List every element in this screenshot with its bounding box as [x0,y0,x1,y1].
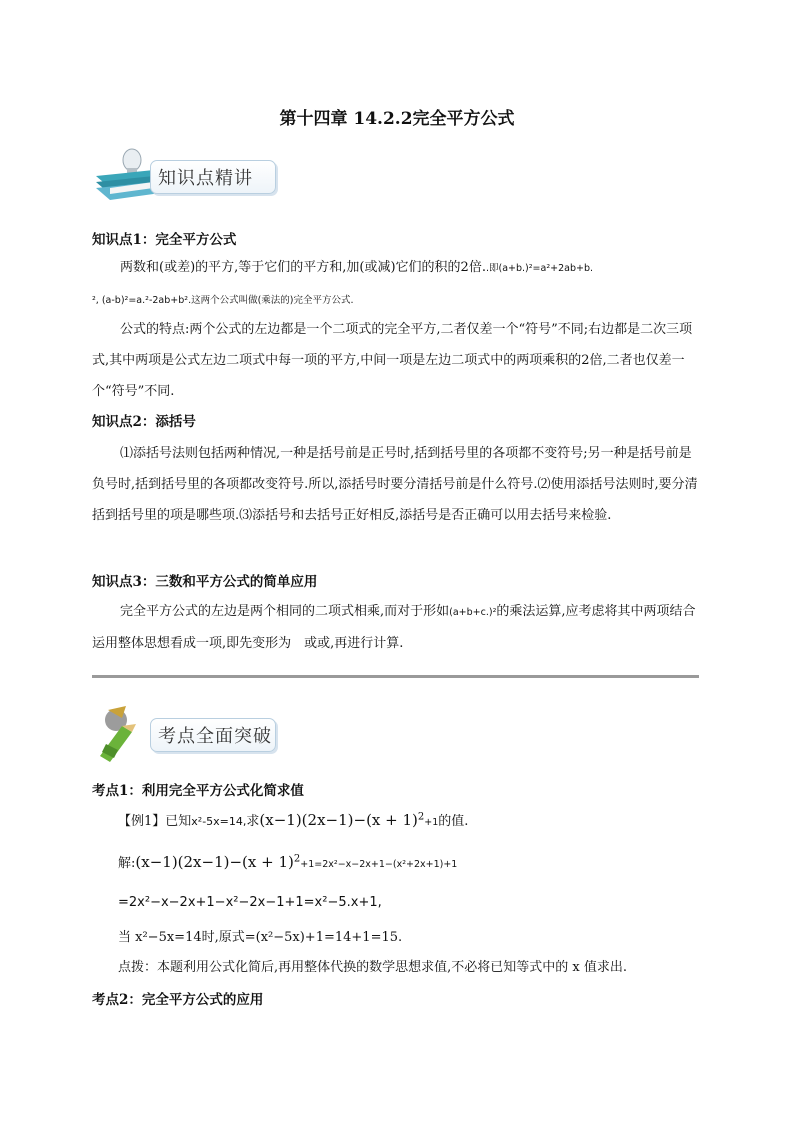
section-banner-exam [92,704,292,764]
banner-label: 知识点精讲 [158,168,253,189]
solution-label: 解: [118,856,136,871]
kp3-formula: (a+b+c.)² [449,607,497,618]
solution-line-2: =2x²−x−2x+1−x²−2x−1+1=x²−5.x+1, [118,895,382,910]
kp2-heading: 知识点2：添括号 [92,414,196,430]
formula-1: .即(a+b.)²=a²+2ab+b. [485,263,593,274]
page-title: 第十四章 14.2.2完全平方公式 [279,109,515,129]
solution-expression: (x−1)(2x−1)−(x + 1) [135,853,294,871]
ask-end: 的值. [438,814,469,829]
solution-expansion: +1=2x²−x−2x+1−(x²+2x+1)+1 [300,859,458,870]
kp2-paragraph: ⑴添括号法则包括两种情况,一种是括号前是正号时,括到括号里的各项都不变符号;另一种是括号前是负号时,括到括号里的各项都改变符号.所以,添括号时要分清括号前是什么符号.⑵使用添括号法则时,要分清括到括号里的项是哪些项.⑶添括号和去括号正好相反,添括号是否正确可以用去括号来检验. [92,446,698,523]
solution-tip: 点拨：本题利用公式化简后,再用整体代换的数学思想求值,不必将已知等式中的 x 值求出. [118,960,627,975]
example-1-question [118,810,468,829]
banner-label: 考点全面突破 [158,726,272,747]
ex1-heading: 考点1：利用完全平方公式化简求值 [92,783,304,799]
example-label: 【例1】已知 [118,814,192,829]
formula-2: ², (a-b)²=a.²-2ab+b².这两个公式叫做(乘法的)完全平方公式. [92,295,354,306]
kp3-text-a: 完全平方公式的左边是两个相同的二项式相乘,而对于形如 [120,604,450,619]
ex2-heading: 考点2：完全平方公式的应用 [92,992,264,1008]
kp1-text: 两数和(或差)的平方,等于它们的平方和,加(或减)它们的积的2倍. [120,260,486,275]
kp3-text-c: 的乘法运算,应考虑将其中两项结合运用整体思想看成一项,即先变形为 或或,再进行计算. [92,604,696,651]
section-banner-knowledge [92,146,292,206]
kp1-paragraph-1 [92,252,704,316]
kp1-heading: 知识点1：完全平方公式 [92,232,237,248]
expression: (x−1)(2x−1)−(x + 1) [259,811,418,829]
plus-one: +1 [424,817,439,828]
kp1-paragraph-2: 公式的特点:两个公式的左边都是一个二项式的完全平方,二者仅差一个“符号”不同;右边都是二次三项式,其中两项是公式左边二项式中每一项的平方,中间一项是左边二项式中的两项乘积的2倍,二者也仅差一个“符号”不同. [92,322,693,399]
expression-exponent: 2 [417,811,425,823]
kp3-heading: 知识点3：三数和平方公式的简单应用 [92,574,318,590]
solution-line-1 [118,852,457,871]
ask-text: 求 [246,814,260,829]
kp3-paragraph [92,596,704,659]
solution-line-3: 当 x²−5x=14时,原式=(x²−5x)+1=14+1=15. [118,930,403,945]
divider [92,675,699,678]
solution-exponent: 2 [293,853,301,865]
given-equation: x²-5x=14, [191,815,247,828]
